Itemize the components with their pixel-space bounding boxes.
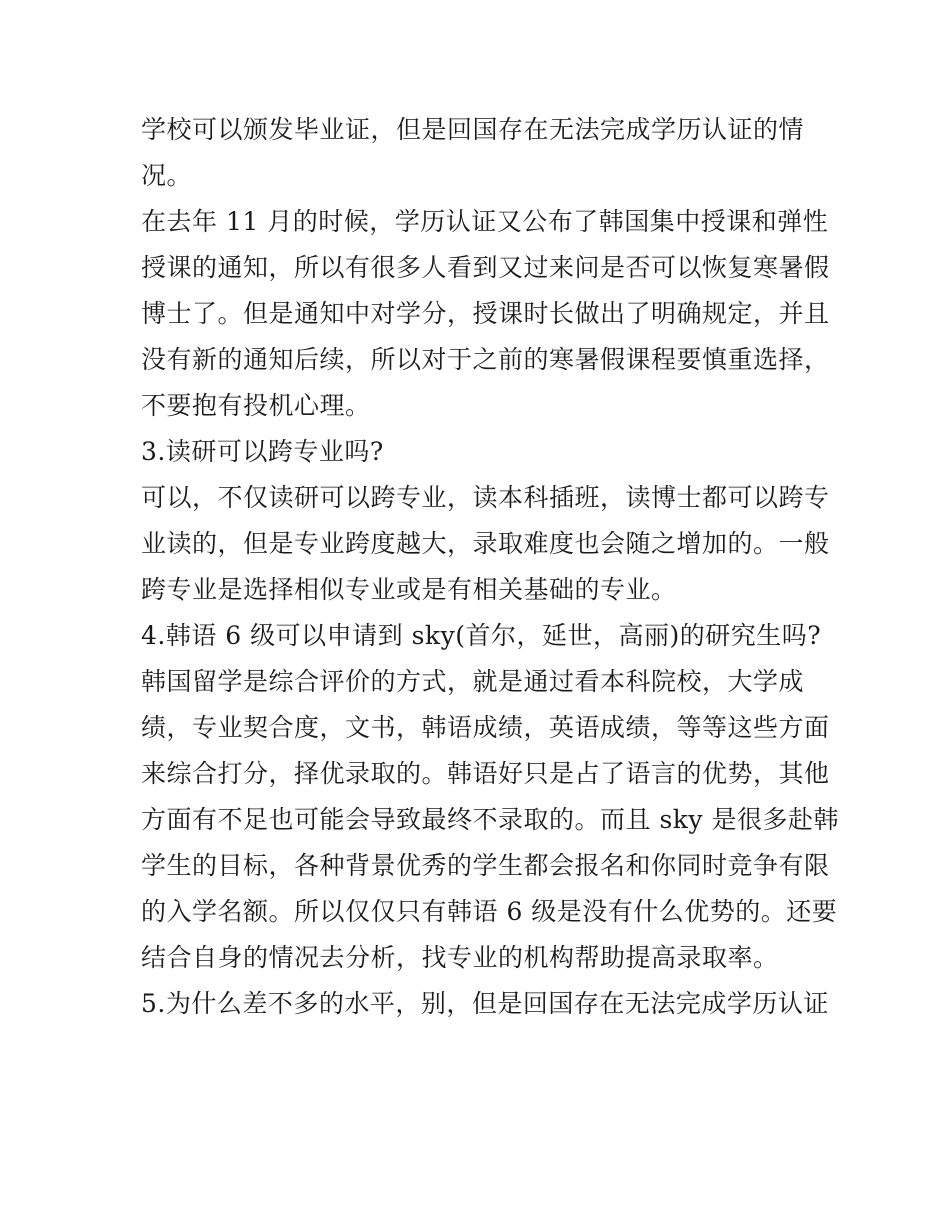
question-heading-3: 3.读研可以跨专业吗?	[141, 437, 384, 466]
text-line: 来综合打分，择优录取的。韩语好只是占了语言的优势，其他	[141, 759, 830, 788]
text-line: 学校可以颁发毕业证，但是回国存在无法完成学历认证的情	[141, 115, 805, 144]
text-line: 结合自身的情况去分析，找专业的机构帮助提高录取率。	[141, 943, 779, 972]
text-line: 绩，专业契合度，文书，韩语成绩，英语成绩，等等这些方面	[141, 713, 830, 742]
text-line: 不要抱有投机心理。	[141, 391, 371, 420]
text-line: 博士了。但是通知中对学分，授课时长做出了明确规定，并且	[141, 299, 830, 328]
text-line: 没有新的通知后续，所以对于之前的寒暑假课程要慎重选择，	[141, 345, 830, 374]
document-body	[141, 107, 839, 1027]
text-line: 跨专业是选择相似专业或是有相关基础的专业。	[141, 575, 677, 604]
text-line: 方面有不足也可能会导致最终不录取的。而且 sky 是很多赴韩	[141, 805, 839, 834]
question-heading-5: 5.为什么差不多的水平，别，但是回国存在无法完成学历认证	[141, 989, 829, 1018]
text-line: 学生的目标，各种背景优秀的学生都会报名和你同时竞争有限	[141, 851, 830, 880]
text-line: 韩国留学是综合评价的方式，就是通过看本科院校，大学成	[141, 667, 805, 696]
text-line: 在去年 11 月的时候，学历认证又公布了韩国集中授课和弹性	[141, 207, 829, 236]
text-line: 授课的通知，所以有很多人看到又过来问是否可以恢复寒暑假	[141, 253, 830, 282]
text-line: 业读的，但是专业跨度越大，录取难度也会随之增加的。一般	[141, 529, 830, 558]
question-heading-4: 4.韩语 6 级可以申请到 sky(首尔，延世，高丽)的研究生吗?	[141, 621, 822, 650]
text-line: 况。	[141, 161, 193, 190]
text-line: 的入学名额。所以仅仅只有韩语 6 级是没有什么优势的。还要	[141, 897, 838, 926]
text-line: 可以，不仅读研可以跨专业，读本科插班，读博士都可以跨专	[141, 483, 830, 512]
